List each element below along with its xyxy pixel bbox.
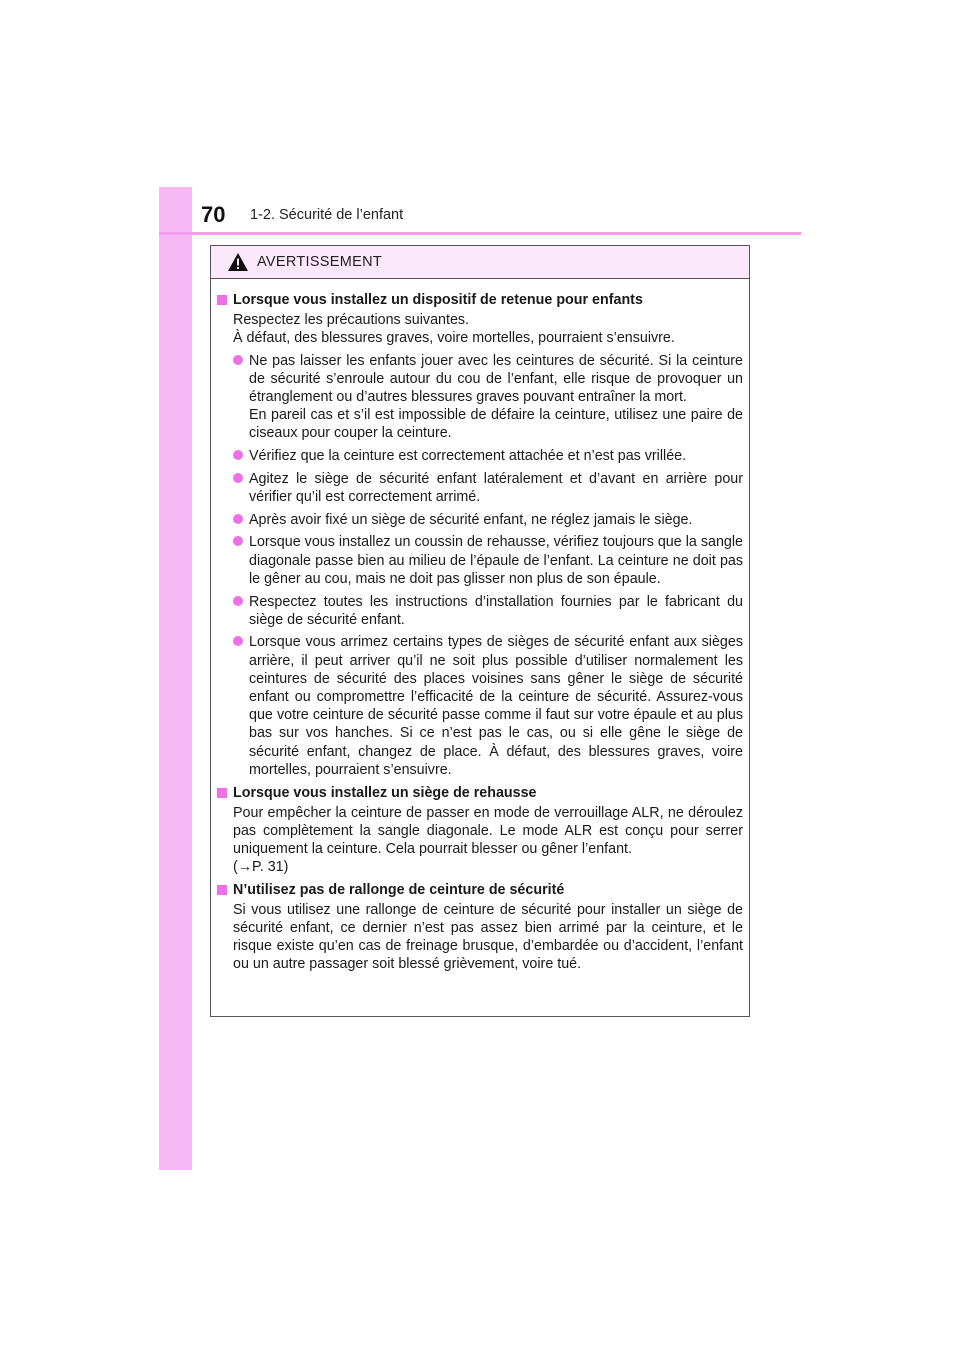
square-marker-icon [217, 885, 227, 895]
item-paragraph: Pour empêcher la ceinture de passer en mode de verrouillage ALR, ne déroulez pas complètement la sangle diagonale. Le mode ALR est conçu pour serrer uniquement la ceinture. Cela pourrait blesser ou gêner l’enfant. [233, 804, 743, 858]
circle-marker-icon [233, 596, 243, 606]
circle-marker-icon [233, 536, 243, 546]
item-text [233, 804, 743, 877]
warning-header [211, 246, 749, 279]
page-number: 70 [201, 202, 226, 227]
bullet-item [233, 352, 743, 443]
warning-item-booster-seat [217, 784, 743, 877]
warning-box [210, 245, 750, 1017]
header-rule [159, 232, 801, 235]
warning-item-child-restraint [217, 291, 743, 779]
bullet-item [233, 593, 743, 629]
bullet-text: En pareil cas et s’il est impossible de défaire la ceinture, utilisez une paire de ciseaux pour couper la ceinture. [249, 407, 743, 442]
bullet-text: Agitez le siège de sécurité enfant latéralement et d’avant en arrière pour vérifier qu’il est correctement arrimé. [249, 470, 743, 506]
bullet-text: Après avoir fixé un siège de sécurité enfant, ne réglez jamais le siège. [249, 511, 693, 528]
bullet-text: Lorsque vous installez un coussin de rehausse, vérifiez toujours que la sangle diagonale passe bien au milieu de l’épaule de l’enfant. La ceinture ne doit pas le gêner au cou, mais ne doit pas glisser non plus de son épaule. [249, 534, 743, 587]
bullet-item [233, 470, 743, 506]
circle-marker-icon [233, 636, 243, 646]
circle-marker-icon [233, 473, 243, 483]
page-reference-link[interactable]: (→P. 31) [233, 859, 289, 876]
bullet-item [233, 447, 743, 465]
warning-body [211, 279, 749, 974]
item-title: Lorsque vous installez un dispositif de retenue pour enfants [233, 292, 643, 308]
bullet-text: Vérifiez que la ceinture est correctement attachée et n’est pas vrillée. [249, 448, 687, 465]
section-title: 1-2. Sécurité de l’enfant [250, 207, 404, 223]
item-text [233, 901, 743, 974]
item-title: N’utilisez pas de rallonge de ceinture de sécurité [233, 881, 565, 898]
square-marker-icon [217, 788, 227, 798]
bullet-item [233, 633, 743, 779]
bullet-item [233, 511, 743, 529]
side-color-band [159, 187, 192, 1170]
warning-item-belt-extender [217, 881, 743, 974]
bullet-list [233, 352, 743, 779]
circle-marker-icon [233, 355, 243, 365]
bullet-text: Lorsque vous arrimez certains types de sièges de sécurité enfant aux sièges arrière, il peut arriver qu’il ne soit plus possible d’utiliser normalement les ceintures de sécurité des places voisines sans gêner le siège de sécurité enfant ou compromettre l’efficacité de la ceinture de sécurité. Assurez-vous que votre ceinture de sécurité passe comme il faut sur votre épaule et au plus bas sur vos hanches. Si ce n’est pas le cas, ou si elle gêne le siège de sécurité enfant, changez de place. À défaut, des blessures graves, voire mortelles, pourraient s’ensuivre. [249, 634, 743, 778]
bullet-text: Respectez toutes les instructions d’installation fournies par le fabricant du siège de sécurité enfant. [249, 593, 743, 628]
warning-label: AVERTISSEMENT [257, 254, 383, 270]
warning-triangle-icon [227, 252, 249, 272]
circle-marker-icon [233, 450, 243, 460]
bullet-item [233, 533, 743, 588]
item-paragraph: Si vous utilisez une rallonge de ceinture de sécurité pour installer un siège de sécurité enfant, ce dernier n’est pas assez bien arrimé par la ceinture, et le risque existe qu’en cas de freinage brusque, d’embardée ou d’accident, l’enfant ou un autre passager soit blessé grièvement, voire tué. [233, 901, 743, 973]
bullet-text: Ne pas laisser les enfants jouer avec les ceintures de sécurité. Si la ceinture de sécurité s’enroule autour du cou de l’enfant, elle risque de provoquer un étranglement ou d’autres blessures graves pouvant entraîner la mort. [249, 352, 743, 406]
circle-marker-icon [233, 514, 243, 524]
intro-line-1: Respectez les précautions suivantes. [233, 312, 470, 329]
square-marker-icon [217, 295, 227, 305]
item-title: Lorsque vous installez un siège de rehausse [233, 784, 537, 801]
intro-line-2: À défaut, des blessures graves, voire mortelles, pourraient s’ensuivre. [233, 330, 675, 347]
item-intro [233, 311, 743, 347]
